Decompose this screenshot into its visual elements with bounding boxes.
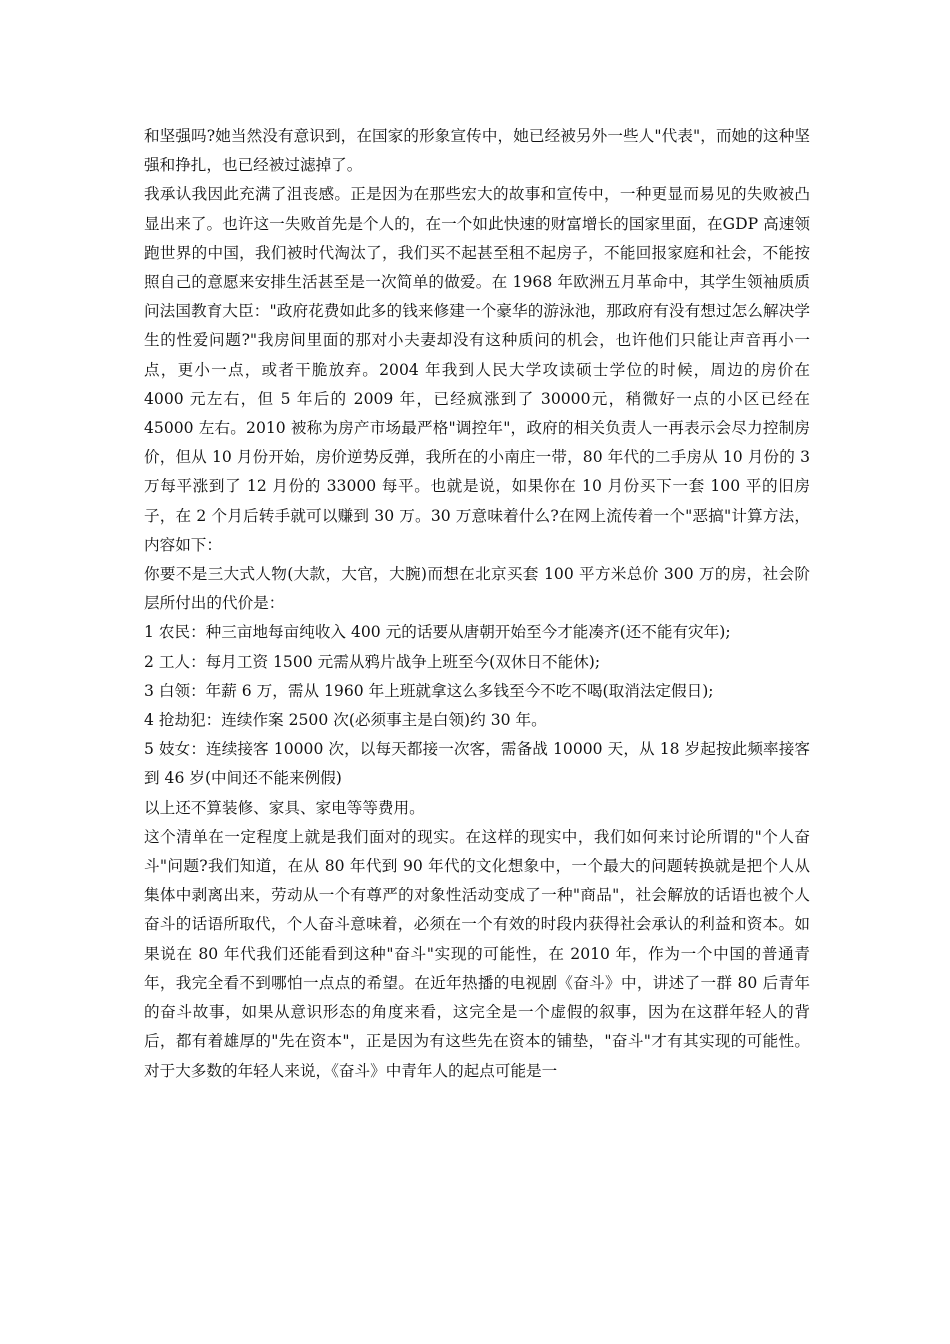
document-body (144, 122, 810, 1086)
paragraph: 和坚强吗?她当然没有意识到，在国家的形象宣传中，她已经被另外一些人"代表"，而她的这种坚强和挣扎，也已经被过滤掉了。 (144, 127, 810, 175)
paragraph: 这个清单在一定程度上就是我们面对的现实。在这样的现实中，我们如何来讨论所谓的"个人奋斗"问题?我们知道，在从 80 年代到 90 年代的文化想象中，一个最大的问题转换就是把个人从集体中剥离出来，劳动从一个有尊严的对象性活动变成了一种"商品"，社会解放的话语也被个人奋斗的话语所取代，个人奋斗意味着，必须在一个有效的时段内获得社会承认的利益和资本。如果说在 80 年代我们还能看到这种"奋斗"实现的可能性，在 2010 年，作为一个中国的普通青年，我完全看不到哪怕一点点的希望。在近年热播的电视剧《奋斗》中，讲述了一群 80 后青年的奋斗故事，如果从意识形态的角度来看，这完全是一个虚假的叙事，因为在这群年轻人的背后，都有着雄厚的"先在资本"，正是因为有这些先在资本的铺垫，"奋斗"才有其实现的可能性。对于大多数的年轻人来说，《奋斗》中青年人的起点可能是一 (144, 827, 810, 1080)
paragraph: 你要不是三大式人物(大款，大官，大腕)而想在北京买套 100 平方米总价 300 万的房，社会阶层所付出的代价是： (144, 565, 810, 613)
list-item: 2 工人：每月工资 1500 元需从鸦片战争上班至今(双休日不能休); (144, 652, 601, 671)
paragraph: 我承认我因此充满了沮丧感。正是因为在那些宏大的故事和宣传中，一种更显而易见的失败被凸显出来了。也许这一失败首先是个人的，在一个如此快速的财富增长的国家里面，在GDP 高速领跑世界的中国，我们被时代淘汰了，我们买不起甚至租不起房子，不能回报家庭和社会，不能按照自己的意愿来安排生活甚至是一次简单的做爱。在 1968 年欧洲五月革命中，其学生领袖质质问法国教育大臣："政府花费如此多的钱来修建一个豪华的游泳池，那政府有没有想过怎么解决学生的性爱问题?"我房间里面的那对小夫妻却没有这种质问的机会，也许他们只能让声音再小一点，更小一点，或者干脆放弃。2004 年我到人民大学攻读硕士学位的时候，周边的房价在 4000 元左右，但 5 年后的 2009 年，已经疯涨到了 30000元，稍微好一点的小区已经在 45000 左右。2010 被称为房产市场最严格"调控年"，政府的相关负责人一再表示会尽力控制房价，但从 10 月份开始，房价逆势反弹，我所在的小南庄一带，80 年代的二手房从 10 月份的 3 万每平涨到了 12 月份的 33000 每平。也就是说，如果你在 10 月份买下一套 100 平的旧房子，在 2 个月后转手就可以赚到 30 万。30 万意味着什么?在网上流传着一个"恶搞"计算方法，内容如下： (144, 185, 810, 554)
list-item: 5 妓女：连续接客 10000 次，以每天都接一次客，需备战 10000 天，从 18 岁起按此频率接客到 46 岁(中间还不能来例假) (144, 740, 810, 788)
list-item: 4 抢劫犯：连续作案 2500 次(必须事主是白领)约 30 年。 (144, 711, 547, 730)
list-item: 1 农民：种三亩地每亩纯收入 400 元的话要从唐朝开始至今才能凑齐(还不能有灾年); (144, 623, 731, 642)
paragraph: 以上还不算装修、家具、家电等等费用。 (144, 798, 425, 817)
list-item: 3 白领：年薪 6 万，需从 1960 年上班就拿这么多钱至今不吃不喝(取消法定假日); (144, 681, 714, 700)
